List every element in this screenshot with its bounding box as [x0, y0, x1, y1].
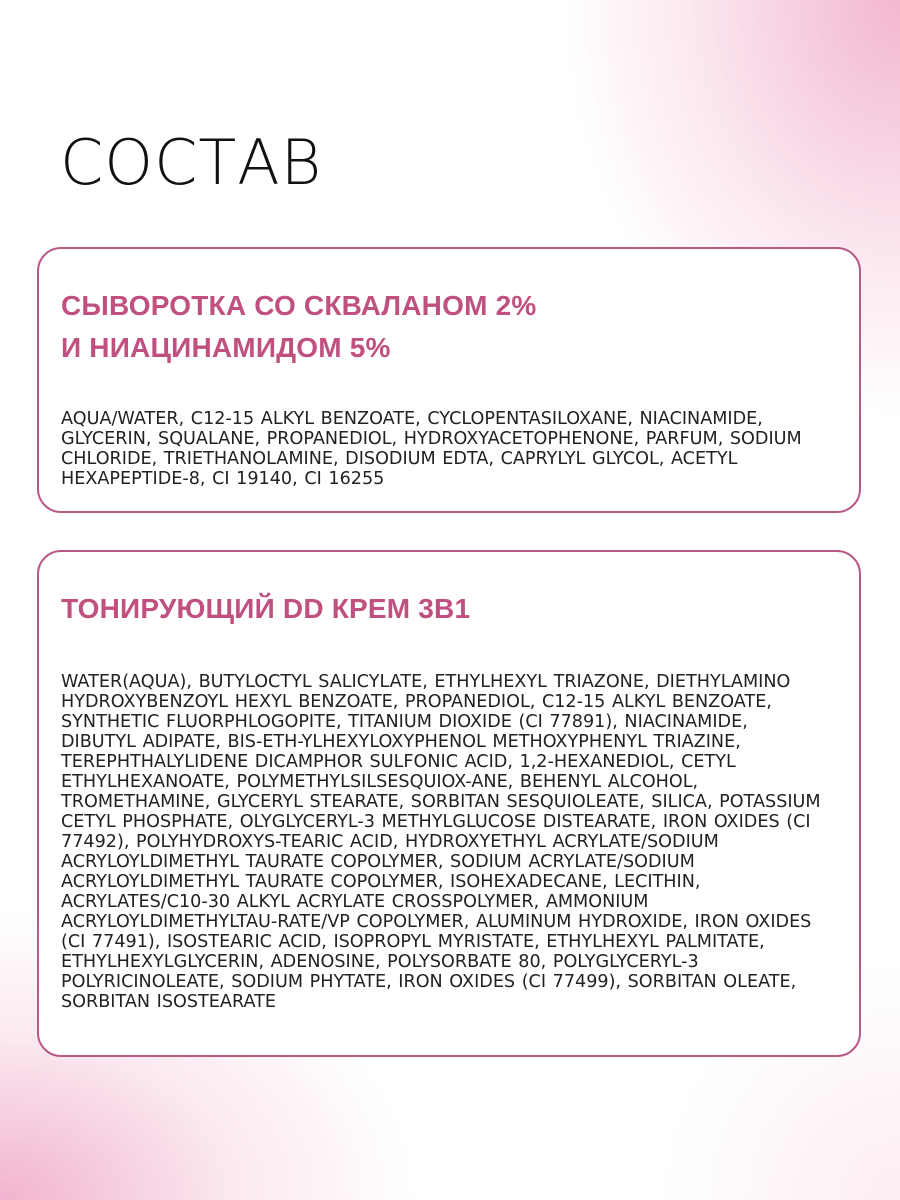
page-title: СОСТАВ: [60, 126, 323, 199]
dd-cream-ingredients-card: [37, 550, 861, 1057]
dd-cream-ingredients-text: WATER(AQUA), BUTYLOCTYL SALICYLATE, ETHYLHEXYL TRIAZONE, DIETHYLAMINO HYDROXYBENZOYL HEXYL BENZOATE, PROPANEDIOL, C12-15 ALKYL BENZOATE, SYNTHETIC FLUORPHLOGOPITE, TITANIUM DIOXIDE (CI 77891), NIACINAMIDE, DIBUTYL ADIPATE, BIS-ETH-YLHEXYLOXYPHENOL METHOXYPHENYL TRIAZINE, TEREPHTHALYLIDENE DICAMPHOR SULFONIC ACID, 1,2-HEXANEDIOL, CETYL ETHYLHEXANOATE, POLYMETHYLSILSESQUIOX-ANE, BEHENYL ALCOHOL, TROMETHAMINE, GLYCERYL STEARATE, SORBITAN SESQUIOLEATE, SILICA, POTASSIUM CETYL PHOSPHATE, OLYGLYCERYL-3 METHYLGLUCOSE DISTEARATE, IRON OXIDES (CI 77492), POLYHYDROXYS-TEARIC ACID, HYDROXYETHYL ACRYLATE/SODIUM ACRYLOYLDIMETHYL TAURATE COPOLYMER, SODIUM ACRYLATE/SODIUM ACRYLOYLDIMETHYL TAURATE COPOLYMER, ISOHEXADECANE, LECITHIN, ACRYLATES/C10-30 ALKYL ACRYLATE CROSSPOLYMER, AMMONIUM ACRYLOYLDIMETHYLTAU-RATE/VP COPOLYMER, ALUMINUM HYDROXIDE, IRON OXIDES (CI 77491), ISOSTEARIC ACID, ISOPROPYL MYRISTATE, ETHYLHEXYL PALMITATE, ETHYLHEXYLGLYCERIN, ADENOSINE, POLYSORBATE 80, POLYGLYCERYL-3 POLYRICINOLEATE, SODIUM PHYTATE, IRON OXIDES (CI 77499), SORBITAN OLEATE, SORBITAN ISOSTEARATE: [61, 672, 821, 1012]
serum-title: СЫВОРОТКА СО СКВАЛАНОМ 2% И НИАЦИНАМИДОМ 5%: [61, 290, 537, 363]
serum-ingredients-text: AQUA/WATER, C12-15 ALKYL BENZOATE, CYCLOPENTASILOXANE, NIACINAMIDE, GLYCERIN, SQUALANE, PROPANEDIOL, HYDROXYACETOPHENONE, PARFUM, SODIUM CHLORIDE, TRIETHANOLAMINE, DISODIUM EDTA, CAPRYLYL GLYCOL, ACETYL HEXAPEPTIDE-8, CI 19140, CI 16255: [61, 409, 802, 489]
dd-cream-title: ТОНИРУЮЩИЙ DD КРЕМ 3В1: [61, 593, 471, 624]
serum-ingredients-card: [37, 247, 861, 513]
